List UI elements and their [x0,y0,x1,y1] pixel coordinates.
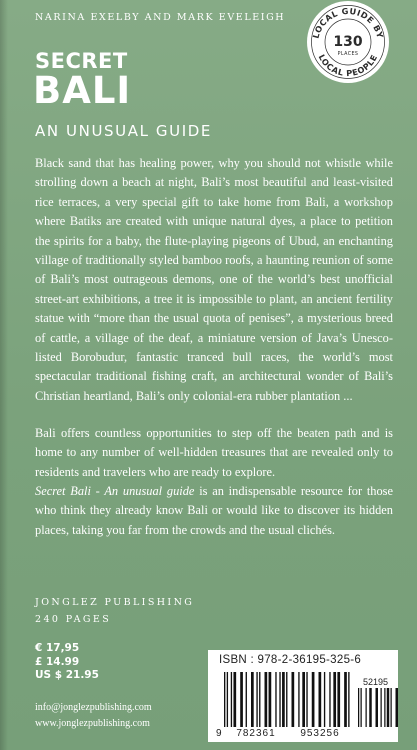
barcode-bar [358,688,359,727]
title-bali: BALI [33,69,132,112]
barcode-bar [286,672,287,727]
local-guide-badge [306,0,390,84]
barcode-addon-digits: 52195 [363,677,389,687]
barcode-bar [337,672,340,727]
barcode-bar [387,688,390,727]
barcode-bar [279,672,280,727]
barcode-bar [333,672,336,727]
ean13-bars [224,672,350,727]
subtitle: AN UNUSUAL GUIDE [35,122,212,140]
contact-website[interactable]: www.jonglezpublishing.com [35,718,150,729]
badge-number: 130 [333,34,363,50]
barcode-bar [324,672,325,727]
price-eur: € 17,95 [35,642,80,654]
barcode-bar [344,672,347,727]
barcode-bar [384,688,385,727]
barcode-bar [369,688,372,727]
barcode-digits-right: 953256 [300,728,340,739]
badge-number-label: PLACES [337,52,359,57]
contact-info [35,700,152,732]
isbn-label: ISBN : 978-2-36195-325-6 [219,654,362,666]
prices [35,642,99,683]
barcode-bar [366,688,367,727]
barcode-bar [224,672,225,727]
publisher-name: JONGLEZ PUBLISHING [35,597,195,608]
barcode-bar [319,672,322,727]
barcode-bar [396,688,399,727]
authors: NARINA EXELBY AND MARK EVELEIGH [35,12,286,23]
barcode-bar [231,672,232,727]
price-usd: US $ 21.95 [35,669,99,681]
barcode-bar [329,672,330,727]
barcode-panel [208,650,398,742]
barcode-bar [348,672,349,727]
barcode-bar [233,672,236,727]
description-paragraph-3-text: is an indispensable resource for those who think they already know Bali or would like to discover its hidden places, taking you far from the crowds and the usual clichés. [35,484,393,537]
badge-top-text: LOCAL GUIDE BY [310,5,386,40]
barcode-bar [240,672,243,727]
barcode-bar [246,672,247,727]
description-paragraph-3 [35,482,393,540]
barcode-digits-left: 782361 [236,728,276,739]
barcode-bar [292,672,295,727]
barcode-bar [312,672,315,727]
badge-bottom-text: LOCAL PEOPLE [316,52,380,79]
title-secret: SECRET [35,49,128,73]
barcode-bar [282,672,285,727]
barcode-bar [269,672,272,727]
barcode [208,650,398,742]
description-paragraph-1: Black sand that has healing power, why you should not whistle while strolling down a beach at night, Bali’s most beautiful and least-visited rice terraces, a very special gift to take home from Bali, a workshop where Batiks are created with unique natural dyes, a place to petition the spirits for a baby, the flute-playing pigeons of Ubud, an enchanting village of traditionally styled bamboo roofs, a haunting reunion of some of Bali’s most outrageous demons, one of the world’s best unofficial street-art exhibitions, a tree it is impossible to plant, an ancient fertility statue with “more than the usual quota of penises”, a mysterious breed of cattle, a village of the deaf, a miniature version of Java’s Unesco-listed Borobudur, fantastic tranced bull races, the world’s most spectacular traditional fishing craft, an architectural wonder of Bali’s Christian heartland, Bali’s only colonial-era rubber plantation ... [35,156,393,403]
barcode-bar [361,688,362,727]
barcode-bar [381,688,382,727]
barcode-bar [275,672,276,727]
description-paragraph-2: Bali offers countless opportunities to step off the beaten path and is home to any number of well-hidden treasures that are revealed only to residents and travelers who are ready to explore. [35,426,393,479]
price-gbp: £ 14.99 [35,655,80,668]
book-title-italic: Secret Bali - An unusual guide [35,484,195,498]
addon-bars [358,688,398,727]
contact-email[interactable]: info@jonglezpublishing.com [35,702,152,713]
barcode-bar [259,672,260,727]
barcode-bar [391,688,392,727]
page-count: 240 PAGES [35,614,112,625]
barcode-bar [227,672,228,727]
barcode-bar [265,672,268,727]
barcode-digit-first: 9 [216,728,222,739]
barcode-bar [376,688,379,727]
barcode-bar [256,672,257,727]
barcode-bar [302,672,305,727]
barcode-bar [298,672,299,727]
barcode-bar [251,672,254,727]
barcode-bar [306,672,307,727]
